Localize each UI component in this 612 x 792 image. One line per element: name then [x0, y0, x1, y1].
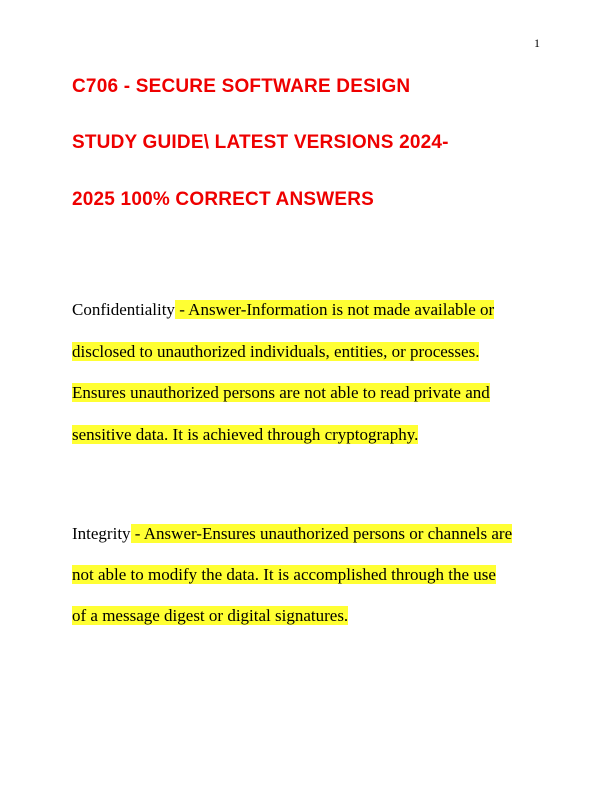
entry-answer-text: - Answer-Information is not made available or: [174, 300, 495, 319]
entry-term: Confidentiality: [72, 300, 175, 319]
entry-confidentiality-line-3: [72, 382, 490, 403]
document-title-line-1: C706 - SECURE SOFTWARE DESIGN: [72, 76, 411, 97]
entry-term: Integrity: [72, 524, 131, 543]
entry-answer-text: of a message digest or digital signatures.: [72, 606, 349, 625]
entry-answer-text: Ensures unauthorized persons are not able to read private and: [72, 383, 490, 402]
entry-integrity-line-3: [72, 605, 348, 626]
entry-confidentiality-line-2: [72, 341, 479, 362]
entry-answer-text: disclosed to unauthorized individuals, entities, or processes.: [72, 342, 480, 361]
page-number: 1: [534, 36, 540, 50]
entry-answer-text: not able to modify the data. It is accomplished through the use: [72, 565, 496, 584]
entry-answer-text: - Answer-Ensures unauthorized persons or channels are: [130, 524, 513, 543]
document-title-line-2: STUDY GUIDE\ LATEST VERSIONS 2024-: [72, 132, 449, 153]
document-title-line-3: 2025 100% CORRECT ANSWERS: [72, 189, 375, 210]
entry-answer-text: sensitive data. It is achieved through cryptography.: [72, 425, 419, 444]
entry-integrity-line-1: [72, 523, 512, 544]
entry-integrity-line-2: [72, 564, 496, 585]
entry-confidentiality-line-4: [72, 424, 418, 445]
entry-confidentiality-line-1: [72, 299, 494, 320]
